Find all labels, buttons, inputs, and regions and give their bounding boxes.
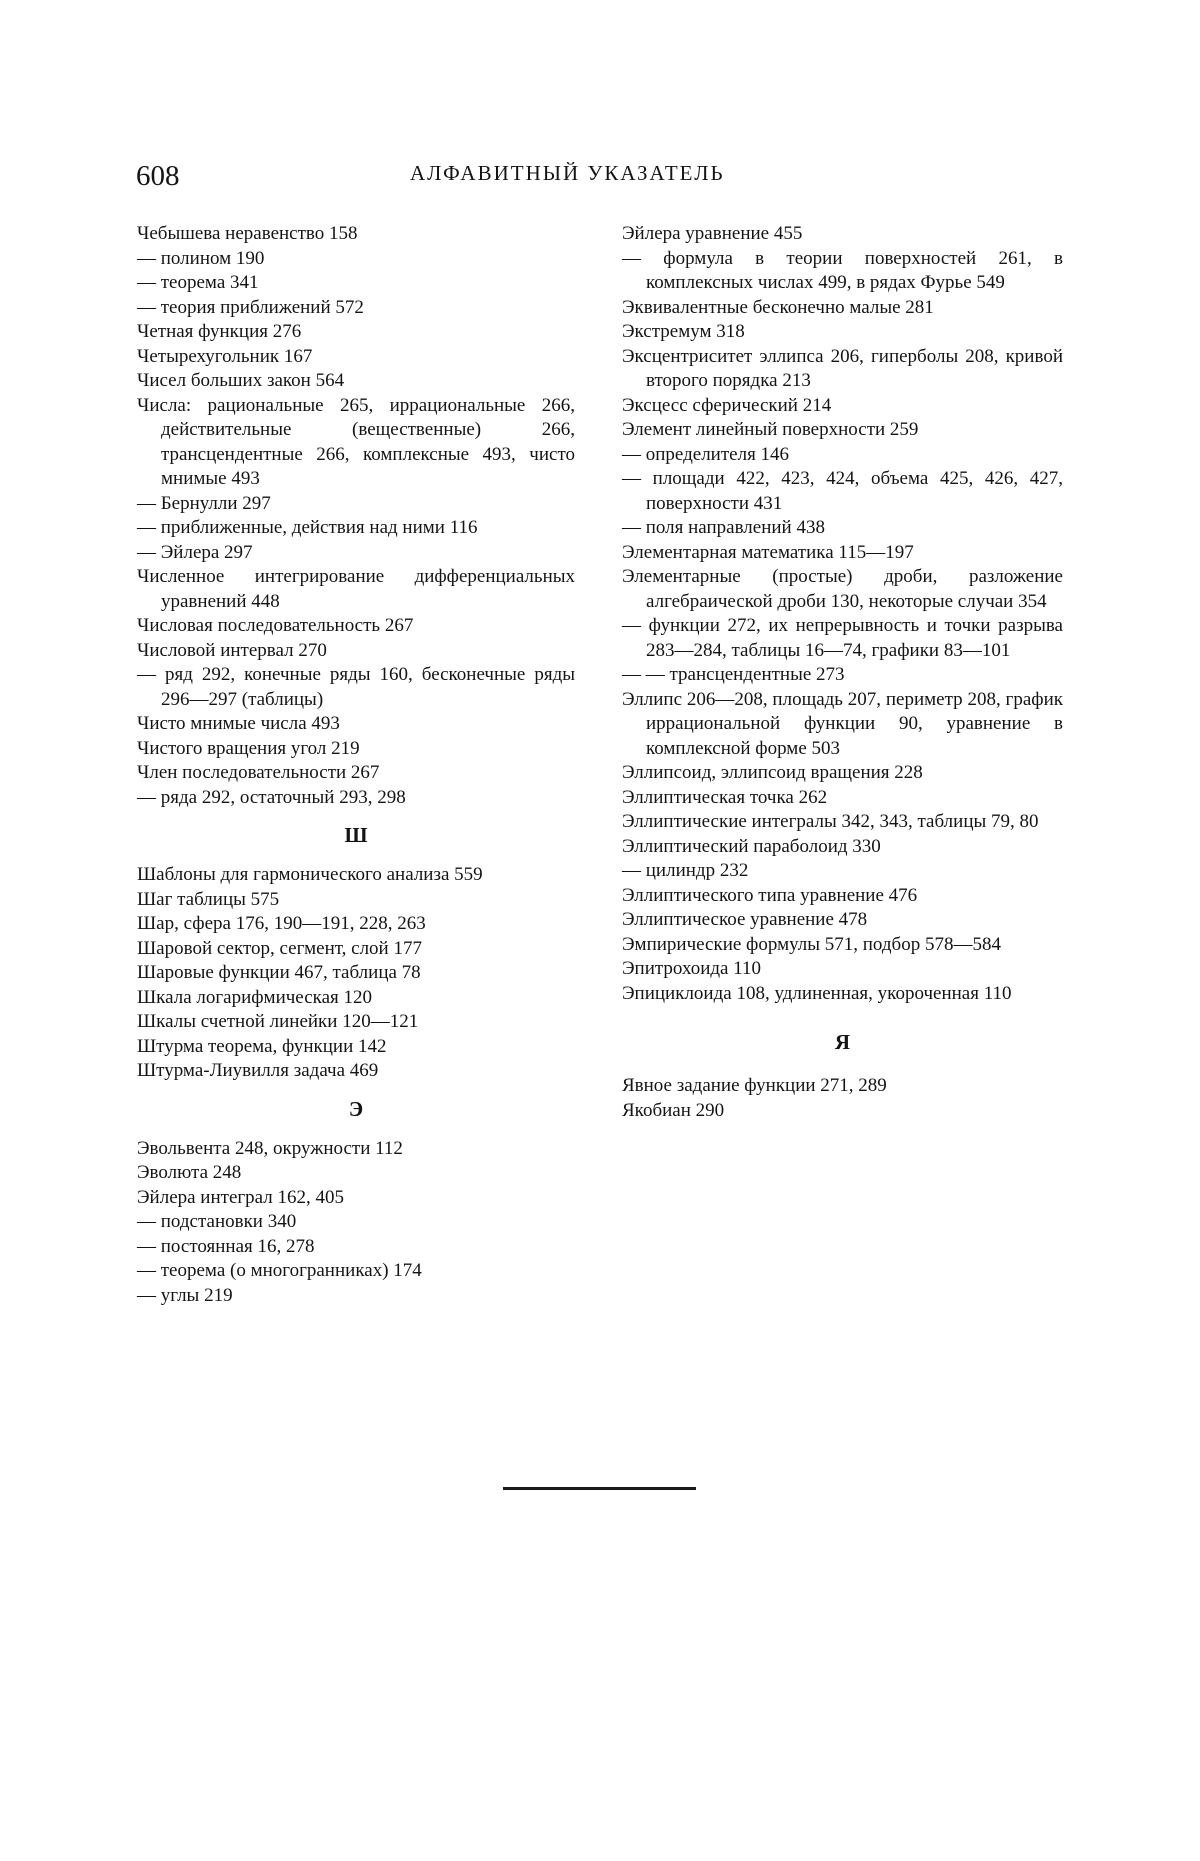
index-entry: Эмпирические формулы 571, подбор 578—584 [622, 933, 1001, 955]
index-entry: — цилиндр 232 [622, 860, 749, 881]
index-entry: Штурма-Лиувилля задача 469 [137, 1060, 379, 1081]
index-entry: Элементарные (простые) дроби, разложение алгебраической дроби 130, некоторые случаи 354 [622, 566, 1063, 612]
index-entry: Шаровые функции 467, таблица 78 [137, 962, 421, 983]
index-entry: Эйлера интеграл 162, 405 [137, 1186, 345, 1208]
index-entry: Эволюта 248 [137, 1162, 242, 1183]
index-list-e-continued [622, 222, 1063, 1006]
index-entry: Четная функция 276 [137, 321, 302, 342]
index-entry: — подстановки 340 [137, 1211, 297, 1232]
index-entry: — постоянная 16, 278 [137, 1235, 315, 1257]
index-entry: Эпициклоида 108, удлиненная, укороченная 110 [622, 982, 1012, 1004]
index-entry: Чисел больших закон 564 [137, 370, 345, 391]
index-entry: — ряд 292, конечные ряды 160, бесконечные ряды 296—297 (таблицы) [137, 664, 575, 710]
index-entry: — теорема (о многогранниках) 174 [137, 1260, 422, 1281]
index-entry: — — трансцендентные 273 [622, 664, 845, 685]
index-entry: Эйлера уравнение 455 [622, 223, 803, 244]
index-entry: Чистого вращения угол 219 [137, 737, 360, 759]
index-entry: Якобиан 290 [622, 1099, 725, 1121]
index-entry: — Бернулли 297 [137, 492, 271, 514]
index-entry: Явное задание функции 271, 289 [622, 1075, 887, 1096]
index-entry: Шаблоны для гармонического анализа 559 [137, 864, 483, 885]
index-entry: Шаг таблицы 575 [137, 888, 280, 910]
index-list-ch [137, 222, 575, 810]
index-entry: Чисто мнимые числа 493 [137, 713, 340, 734]
index-list-e [137, 1137, 575, 1309]
index-entry: Эксцесс сферический 214 [622, 394, 832, 416]
index-entry: Член последовательности 267 [137, 762, 380, 783]
index-entry: — теорема 341 [137, 272, 259, 293]
index-entry: Эпитрохоида 110 [622, 958, 762, 979]
index-entry: — Эйлера 297 [137, 541, 253, 563]
index-entry: Эллипсоид, эллипсоид вращения 228 [622, 762, 923, 783]
index-entry: — функции 272, их непрерывность и точки разрыва 283—284, таблицы 16—74, графики 83—101 [622, 615, 1063, 661]
letter-heading-sh: Ш [344, 823, 368, 847]
index-entry: Шкалы счетной линейки 120—121 [137, 1011, 419, 1032]
index-entry: Эллиптическое уравнение 478 [622, 909, 868, 930]
index-entry: — определителя 146 [622, 443, 790, 465]
index-list-ya [622, 1074, 1063, 1123]
index-entry: Эллиптические интегралы 342, 343, таблицы 79, 80 [622, 811, 1039, 832]
index-entry: Шаровой сектор, сегмент, слой 177 [137, 937, 422, 959]
index-entry: — ряда 292, остаточный 293, 298 [137, 786, 406, 808]
index-entry: Эвольвента 248, окружности 112 [137, 1137, 403, 1159]
index-list-sh [137, 863, 575, 1084]
index-entry: — полином 190 [137, 247, 265, 269]
index-entry: — площади 422, 423, 424, объема 425, 426, 427, поверхности 431 [622, 468, 1063, 514]
right-column [622, 222, 1063, 1123]
index-entry: Численное интегрирование дифференциальных уравнений 448 [137, 566, 575, 612]
index-entry: — теория приближений 572 [137, 296, 364, 318]
index-entry: — углы 219 [137, 1284, 233, 1306]
index-entry: — приближенные, действия над ними 116 [137, 517, 478, 538]
left-column [137, 222, 575, 1308]
index-entry: Эллиптического типа уравнение 476 [622, 884, 918, 906]
index-entry: Числа: рациональные 265, иррациональные 266, действительные (вещественные) 266, трансцендентные 266, комплексные 493, чисто мнимые 493 [137, 394, 575, 489]
index-entry: — поля направлений 438 [622, 517, 825, 538]
index-entry: Чебышева неравенство 158 [137, 223, 358, 244]
index-entry: Элемент линейный поверхности 259 [622, 419, 919, 440]
index-entry: Эквивалентные бесконечно малые 281 [622, 296, 934, 318]
page-number: 608 [136, 160, 180, 192]
index-entry: Шар, сфера 176, 190—191, 228, 263 [137, 913, 426, 934]
letter-heading-e: Э [348, 1096, 364, 1121]
index-entry: — формула в теории поверхностей 261, в комплексных числах 499, в рядах Фурье 549 [622, 247, 1063, 293]
index-entry: Числовая последовательность 267 [137, 615, 414, 636]
end-rule [503, 1487, 696, 1490]
index-entry: Экстремум 318 [622, 321, 745, 342]
index-entry: Эллиптическая точка 262 [622, 786, 828, 808]
index-entry: Эллиптический параболоид 330 [622, 835, 881, 857]
index-entry: Элементарная математика 115—197 [622, 541, 914, 563]
letter-heading-ya: Я [834, 1030, 851, 1054]
index-entry: Эллипс 206—208, площадь 207, периметр 208, график иррациональной функции 90, уравнение в комплексной форме 503 [622, 688, 1063, 759]
index-entry: Штурма теорема, функции 142 [137, 1035, 387, 1057]
running-head: АЛФАВИТНЫЙ УКАЗАТЕЛЬ [410, 161, 725, 185]
index-entry: Эксцентриситет эллипса 206, гиперболы 208, кривой второго порядка 213 [622, 345, 1063, 391]
index-entry: Четырехугольник 167 [137, 345, 313, 367]
index-entry: Шкала логарифмическая 120 [137, 986, 373, 1008]
index-entry: Числовой интервал 270 [137, 639, 327, 661]
